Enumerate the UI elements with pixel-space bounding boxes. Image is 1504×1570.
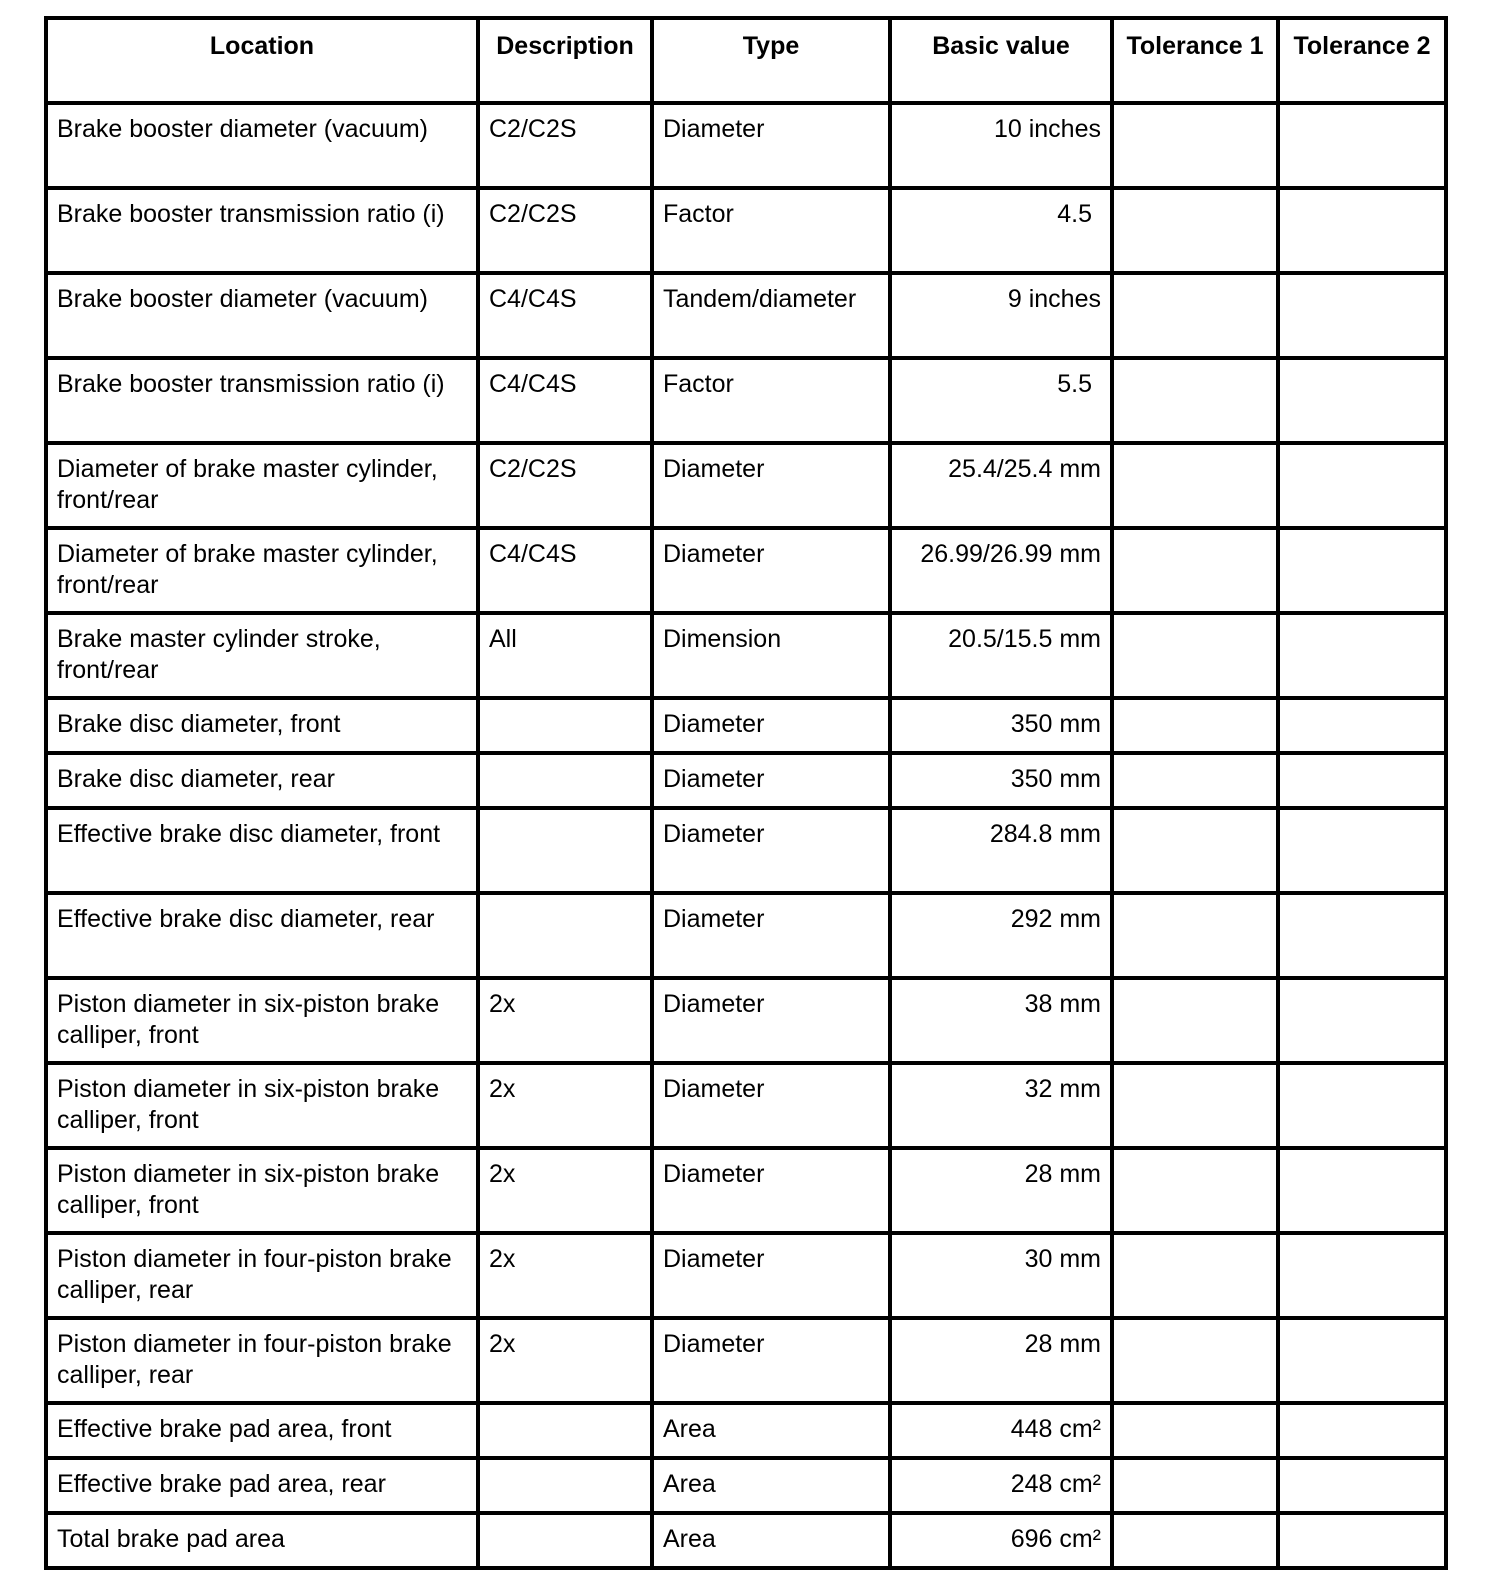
cell-location: Total brake pad area <box>46 1513 478 1568</box>
cell-type: Factor <box>652 358 890 443</box>
cell-location: Brake booster diameter (vacuum) <box>46 273 478 358</box>
cell-description: C4/C4S <box>478 273 652 358</box>
cell-location: Piston diameter in four-piston brake calliper, rear <box>46 1318 478 1403</box>
cell-type: Area <box>652 1513 890 1568</box>
cell-type: Diameter <box>652 1148 890 1233</box>
cell-type: Dimension <box>652 613 890 698</box>
cell-tolerance-2 <box>1278 1063 1446 1148</box>
cell-location: Brake disc diameter, front <box>46 698 478 753</box>
cell-basic-value: 28 mm <box>890 1148 1112 1233</box>
cell-tolerance-1 <box>1112 103 1278 188</box>
cell-tolerance-1 <box>1112 978 1278 1063</box>
cell-location: Piston diameter in six-piston brake calliper, front <box>46 1148 478 1233</box>
cell-tolerance-2 <box>1278 273 1446 358</box>
cell-description: 2x <box>478 1318 652 1403</box>
cell-description: C2/C2S <box>478 188 652 273</box>
table-row <box>46 1063 1446 1148</box>
table-row <box>46 1458 1446 1513</box>
cell-location: Effective brake disc diameter, front <box>46 808 478 893</box>
cell-basic-value: 448 cm² <box>890 1403 1112 1458</box>
cell-basic-value: 10 inches <box>890 103 1112 188</box>
cell-location: Piston diameter in six-piston brake calliper, front <box>46 1063 478 1148</box>
cell-location: Brake disc diameter, rear <box>46 753 478 808</box>
cell-description <box>478 893 652 978</box>
table-row <box>46 1148 1446 1233</box>
cell-description: C2/C2S <box>478 443 652 528</box>
cell-tolerance-2 <box>1278 443 1446 528</box>
cell-tolerance-1 <box>1112 753 1278 808</box>
cell-location: Effective brake pad area, front <box>46 1403 478 1458</box>
header-tolerance-1: Tolerance 1 <box>1112 18 1278 103</box>
cell-tolerance-1 <box>1112 1403 1278 1458</box>
cell-basic-value: 25.4/25.4 mm <box>890 443 1112 528</box>
cell-tolerance-2 <box>1278 1403 1446 1458</box>
cell-description: 2x <box>478 1063 652 1148</box>
cell-tolerance-1 <box>1112 698 1278 753</box>
cell-tolerance-1 <box>1112 1318 1278 1403</box>
cell-tolerance-2 <box>1278 893 1446 978</box>
cell-type: Diameter <box>652 808 890 893</box>
cell-tolerance-2 <box>1278 528 1446 613</box>
table-row <box>46 528 1446 613</box>
cell-basic-value: 28 mm <box>890 1318 1112 1403</box>
cell-tolerance-1 <box>1112 358 1278 443</box>
cell-tolerance-1 <box>1112 808 1278 893</box>
cell-tolerance-2 <box>1278 103 1446 188</box>
cell-location: Piston diameter in four-piston brake calliper, rear <box>46 1233 478 1318</box>
table-row <box>46 698 1446 753</box>
cell-tolerance-1 <box>1112 188 1278 273</box>
cell-tolerance-2 <box>1278 1458 1446 1513</box>
cell-description: 2x <box>478 1148 652 1233</box>
table-row <box>46 1403 1446 1458</box>
cell-tolerance-2 <box>1278 1233 1446 1318</box>
cell-location: Brake master cylinder stroke, front/rear <box>46 613 478 698</box>
cell-location: Effective brake disc diameter, rear <box>46 893 478 978</box>
cell-tolerance-2 <box>1278 188 1446 273</box>
cell-type: Area <box>652 1458 890 1513</box>
cell-location: Diameter of brake master cylinder, front/rear <box>46 443 478 528</box>
table-row <box>46 613 1446 698</box>
cell-tolerance-2 <box>1278 613 1446 698</box>
cell-description: C4/C4S <box>478 528 652 613</box>
cell-basic-value: 696 cm² <box>890 1513 1112 1568</box>
cell-type: Diameter <box>652 1063 890 1148</box>
table-row <box>46 358 1446 443</box>
cell-tolerance-2 <box>1278 1148 1446 1233</box>
cell-basic-value: 9 inches <box>890 273 1112 358</box>
cell-tolerance-2 <box>1278 808 1446 893</box>
cell-basic-value: 4.5 <box>890 188 1112 273</box>
cell-basic-value: 284.8 mm <box>890 808 1112 893</box>
cell-tolerance-1 <box>1112 1148 1278 1233</box>
cell-location: Brake booster transmission ratio (i) <box>46 358 478 443</box>
header-basic-value: Basic value <box>890 18 1112 103</box>
cell-tolerance-2 <box>1278 1318 1446 1403</box>
table-row <box>46 273 1446 358</box>
header-row <box>46 18 1446 103</box>
cell-location: Brake booster diameter (vacuum) <box>46 103 478 188</box>
cell-location: Brake booster transmission ratio (i) <box>46 188 478 273</box>
cell-tolerance-2 <box>1278 753 1446 808</box>
cell-type: Tandem/diameter <box>652 273 890 358</box>
cell-basic-value: 32 mm <box>890 1063 1112 1148</box>
cell-basic-value: 5.5 <box>890 358 1112 443</box>
cell-tolerance-1 <box>1112 528 1278 613</box>
cell-location: Diameter of brake master cylinder, front/rear <box>46 528 478 613</box>
cell-type: Diameter <box>652 103 890 188</box>
table-row <box>46 188 1446 273</box>
header-type: Type <box>652 18 890 103</box>
cell-type: Diameter <box>652 698 890 753</box>
cell-location: Effective brake pad area, rear <box>46 1458 478 1513</box>
cell-tolerance-1 <box>1112 273 1278 358</box>
table-row <box>46 893 1446 978</box>
cell-type: Diameter <box>652 528 890 613</box>
cell-description <box>478 698 652 753</box>
cell-basic-value: 38 mm <box>890 978 1112 1063</box>
cell-type: Factor <box>652 188 890 273</box>
cell-basic-value: 20.5/15.5 mm <box>890 613 1112 698</box>
cell-tolerance-2 <box>1278 978 1446 1063</box>
header-location: Location <box>46 18 478 103</box>
cell-description: C2/C2S <box>478 103 652 188</box>
cell-description: All <box>478 613 652 698</box>
brake-spec-table <box>44 16 1448 1570</box>
cell-description: 2x <box>478 978 652 1063</box>
cell-description <box>478 753 652 808</box>
table-row <box>46 443 1446 528</box>
cell-type: Diameter <box>652 978 890 1063</box>
cell-tolerance-1 <box>1112 1063 1278 1148</box>
cell-basic-value: 350 mm <box>890 698 1112 753</box>
cell-description: C4/C4S <box>478 358 652 443</box>
cell-type: Diameter <box>652 753 890 808</box>
cell-tolerance-1 <box>1112 1458 1278 1513</box>
header-description: Description <box>478 18 652 103</box>
cell-description <box>478 1458 652 1513</box>
table-row <box>46 753 1446 808</box>
cell-tolerance-1 <box>1112 613 1278 698</box>
table-row <box>46 1318 1446 1403</box>
table-row <box>46 103 1446 188</box>
cell-tolerance-1 <box>1112 893 1278 978</box>
table-row <box>46 808 1446 893</box>
cell-basic-value: 350 mm <box>890 753 1112 808</box>
table-row <box>46 1233 1446 1318</box>
cell-description <box>478 1403 652 1458</box>
cell-basic-value: 292 mm <box>890 893 1112 978</box>
cell-type: Diameter <box>652 1233 890 1318</box>
cell-description: 2x <box>478 1233 652 1318</box>
cell-type: Diameter <box>652 893 890 978</box>
cell-type: Area <box>652 1403 890 1458</box>
cell-tolerance-2 <box>1278 358 1446 443</box>
cell-type: Diameter <box>652 443 890 528</box>
cell-tolerance-2 <box>1278 698 1446 753</box>
cell-basic-value: 248 cm² <box>890 1458 1112 1513</box>
table-row <box>46 978 1446 1063</box>
cell-tolerance-1 <box>1112 443 1278 528</box>
cell-basic-value: 26.99/26.99 mm <box>890 528 1112 613</box>
cell-description <box>478 808 652 893</box>
cell-location: Piston diameter in six-piston brake calliper, front <box>46 978 478 1063</box>
header-tolerance-2: Tolerance 2 <box>1278 18 1446 103</box>
cell-basic-value: 30 mm <box>890 1233 1112 1318</box>
cell-type: Diameter <box>652 1318 890 1403</box>
cell-tolerance-1 <box>1112 1233 1278 1318</box>
